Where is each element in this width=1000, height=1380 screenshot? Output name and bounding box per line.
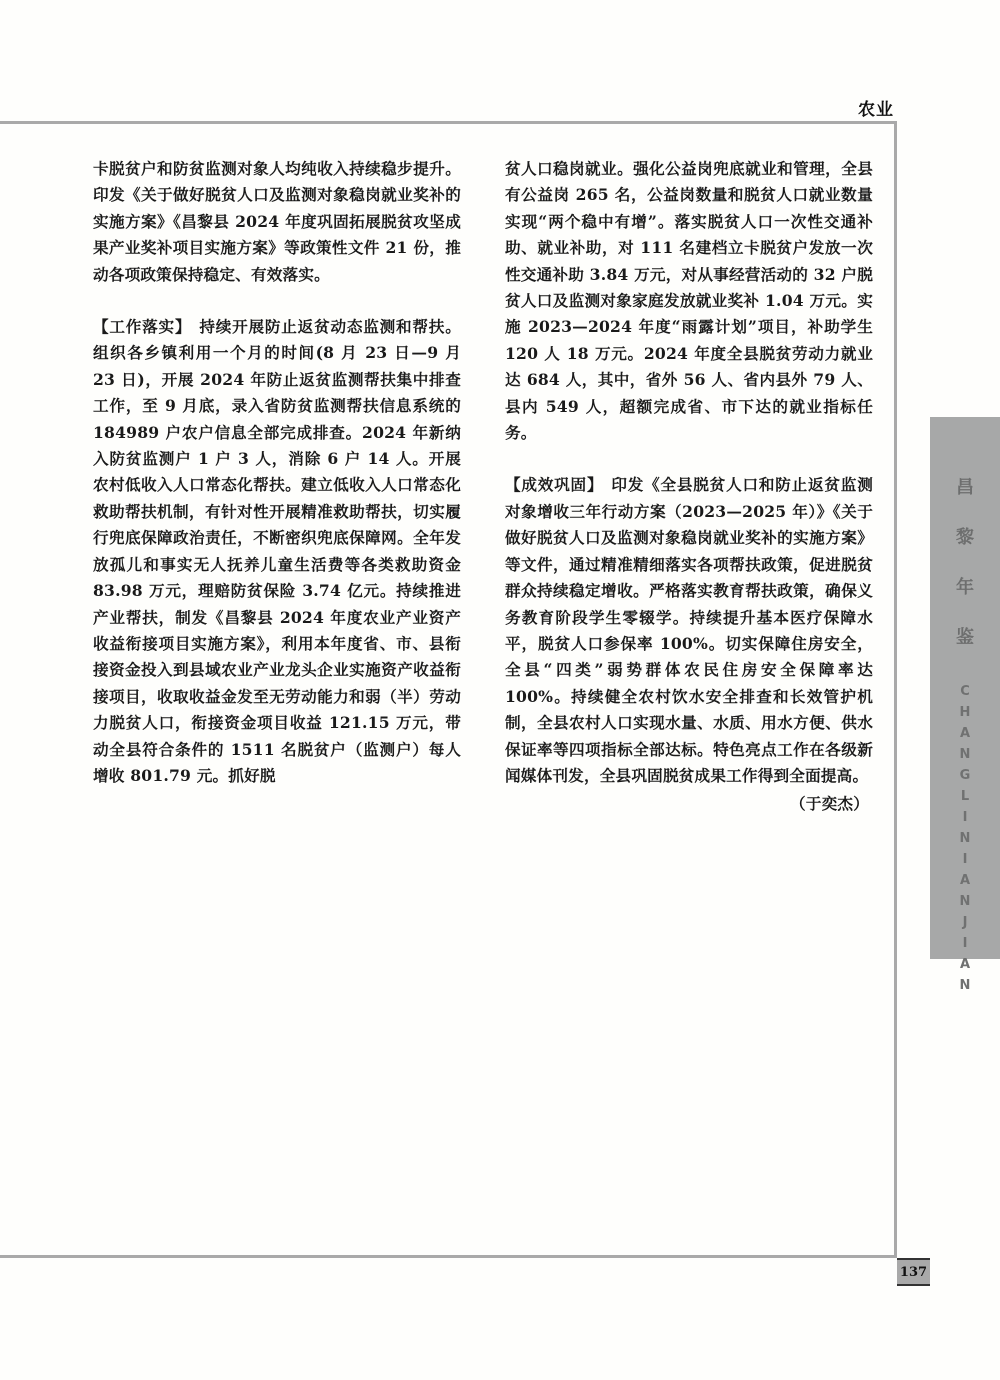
side-tab-char: 年 [956,577,974,598]
side-tab-char: 昌 [956,477,974,498]
side-tab-letter: I [962,852,968,867]
paragraph-heading: 【工作落实】 [93,317,192,337]
side-tab-letter: N [959,978,971,993]
paragraph-text: 印发《全县脱贫人口和防止返贫监测对象增收三年行动方案（2023—2025 年）》《关于做好脱贫人口及监测对象稳岗就业奖补的实施方案》等文件，通过精准精细落实各项帮扶政策，促进脱贫群众持续稳定增收。严格落实教育帮扶政策，确保义务教育阶段学生零辍学。持续提升基本医疗保障水平，脱贫人口参保率 100%。切实保障住房安全，全县“四类”弱势群体农民住房安全保障率达 100%。持续健全农村饮水安全排查和长效管护机制，全县农村人口实现水量、水质、用水方便、供水保证率等四项指标全部达标。特色亮点工作在各级新闻媒体刊发，全县巩固脱贫成果工作得到全面提高。 [505,475,873,785]
paragraph-heading: 【成效巩固】 [505,475,604,495]
side-tab-letter: L [960,789,970,804]
left-column [93,156,461,789]
paragraph [93,156,461,288]
side-tab-char: 鉴 [956,627,974,648]
side-tab-letter: C [960,684,970,699]
paragraph-text: 卡脱贫户和防贫监测对象人均纯收入持续稳步提升。印发《关于做好脱贫人口及监测对象稳岗就业奖补的实施方案》《昌黎县 2024 年度巩固拓展脱贫攻坚成果产业奖补项目实施方案》等政策性文件 21 份，推动各项政策保持稳定、有效落实。 [93,159,461,284]
frame-top-rule [0,121,897,124]
yearbook-side-tab [930,417,1000,993]
side-tab-pinyin-title [960,681,971,996]
side-tab-letter: N [959,747,971,762]
side-tab-letter: I [962,810,968,825]
side-tab-letter: A [959,726,971,741]
author-credit: （于奕杰） [790,794,869,814]
side-tab-letter: N [959,831,971,846]
side-tab-chinese-title [956,473,974,673]
side-tab-letter: H [959,705,971,720]
paragraph [505,472,873,789]
side-tab-letter: A [959,957,971,972]
side-tab-letter: I [962,936,968,951]
section-title: 农业 [858,100,894,120]
side-tab-letter: J [962,915,968,930]
side-tab-letter: G [959,768,971,783]
right-column [505,156,873,818]
side-tab-char: 黎 [956,527,974,548]
frame-bottom-rule [0,1255,897,1258]
side-tab-letter: A [959,873,971,888]
paragraph-text: 贫人口稳岗就业。强化公益岗兜底就业和管理，全县有公益岗 265 名，公益岗数量和脱贫人口就业数量实现“两个稳中有增”。落实脱贫人口一次性交通补助、就业补助，对 111 名建档立卡脱贫户发放一次性交通补助 3.84 万元，对从事经营活动的 32 户脱贫人口及监测对象家庭发放就业奖补 1.04 万元。实施 2023—2024 年度“雨露计划”项目，补助学生 120 人 18 万元。2024 年度全县脱贫劳动力就业达 684 人，其中，省外 56 人、省内县外 79 人、县内 549 人，超额完成省、市下达的就业指标任务。 [505,159,873,443]
paragraph [505,156,873,446]
page-number: 137 [897,1258,930,1286]
side-tab-letter: N [959,894,971,909]
paragraph [93,314,461,789]
frame-right-rule [894,121,897,1258]
paragraph-text: 持续开展防止返贫动态监测和帮扶。组织各乡镇利用一个月的时间(8 月 23 日—9 月 23 日)，开展 2024 年防止返贫监测帮扶集中排查工作，至 9 月底，录入省防贫监测帮扶信息系统的 184989 户农户信息全部完成排查。2024 年新纳入防贫监测户 1 户 3 人，消除 6 户 14 人。开展农村低收入人口常态化帮扶。建立低收入人口常态化救助帮扶机制，有针对性开展精准救助帮扶，切实履行兜底保障政治责任，不断密织兜底保障网。全年发放孤儿和事实无人抚养儿童生活费等各类救助资金 83.98 万元，理赔防贫保险 3.74 亿元。持续推进产业帮扶，制发《昌黎县 2024 年度农业产业资产收益衔接项目实施方案》，利用本年度省、市、县衔接资金投入到县域农业产业龙头企业实施资产收益衔接项目，收取收益金发至无劳动能力和弱（半）劳动力脱贫人口，衔接资金项目收益 121.15 万元，带动全县符合条件的 1511 名脱贫户（监测户）每人增收 801.79 元。抓好脱 [93,317,461,785]
